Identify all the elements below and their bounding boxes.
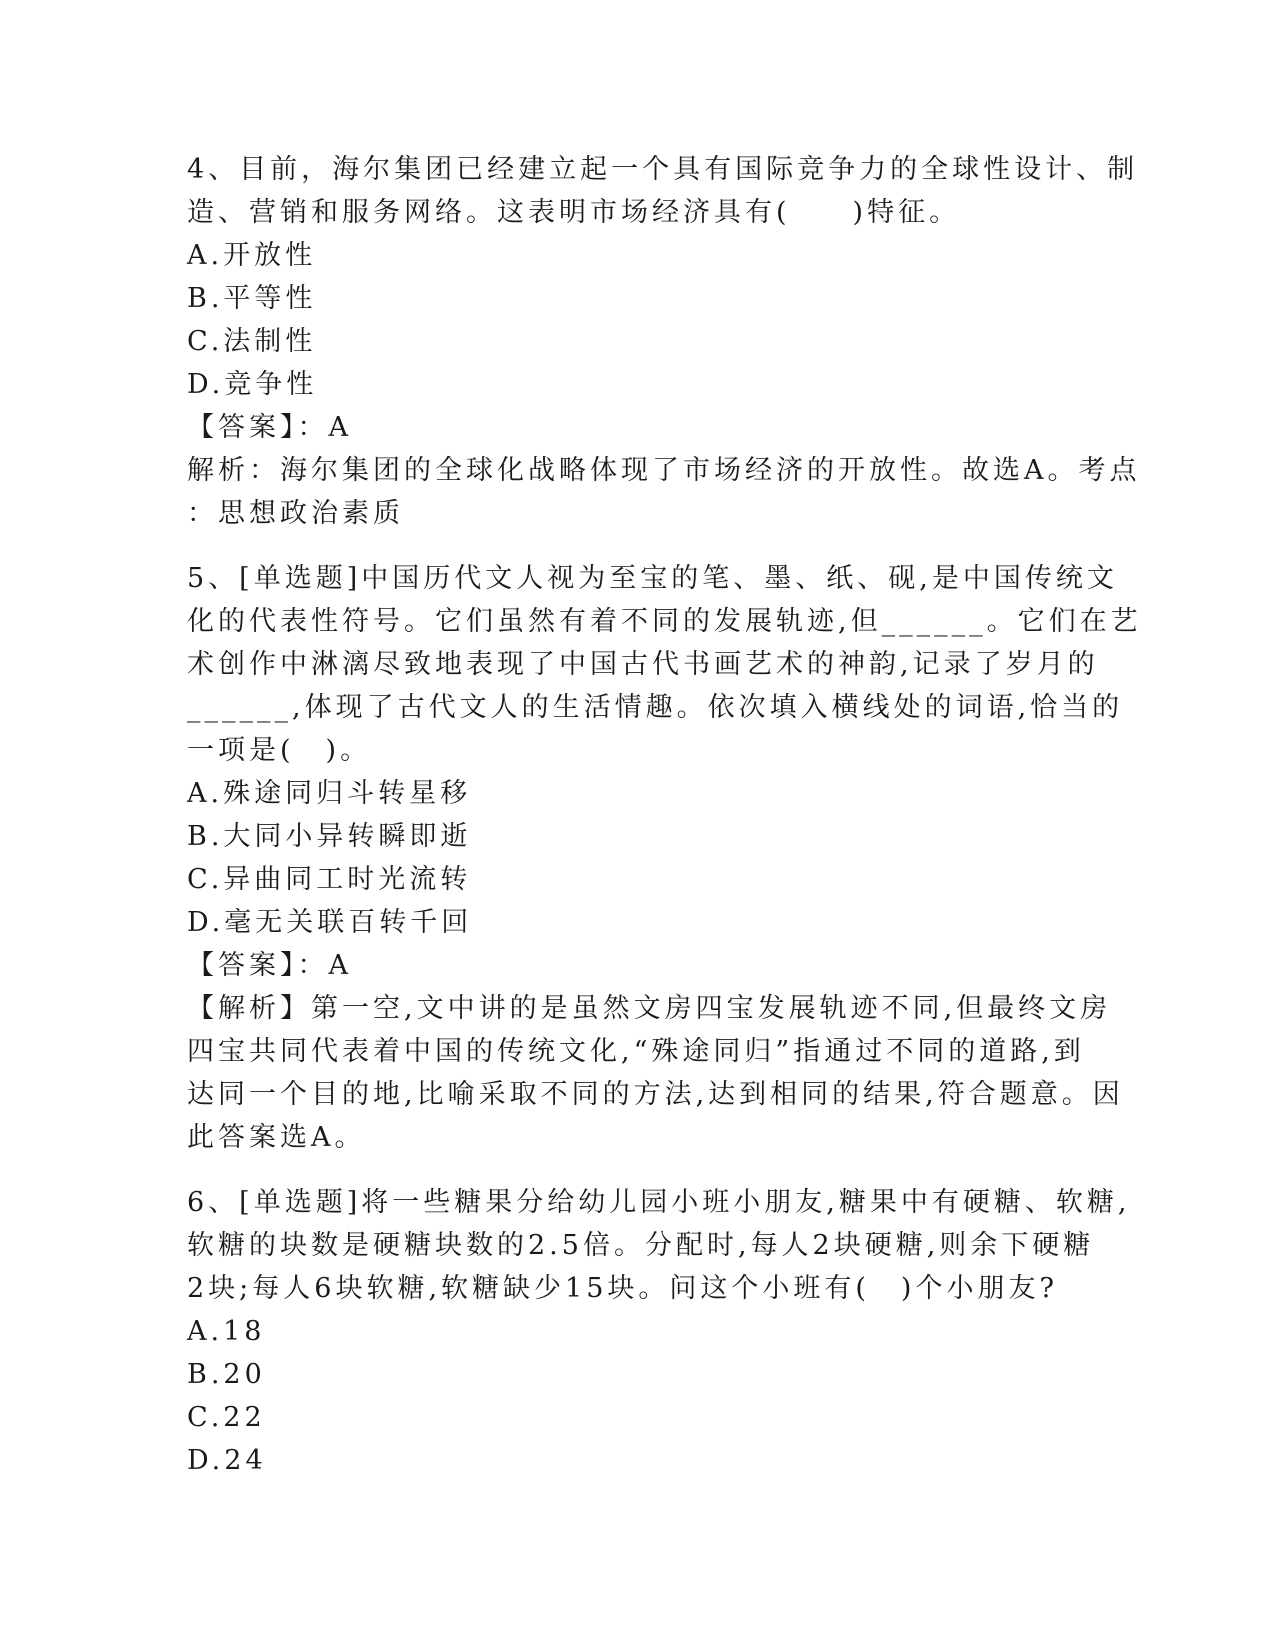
analysis-line: 此答案选A。 <box>187 1122 366 1153</box>
option-c: C.22 <box>187 1402 266 1433</box>
option-b: B.平等性 <box>187 283 317 314</box>
option-d: D.毫无关联百转千回 <box>187 907 473 938</box>
option-b: B.20 <box>187 1359 266 1390</box>
option-b: B.大同小异转瞬即逝 <box>187 821 472 852</box>
question-stem-line: ______,体现了古代文人的生活情趣。依次填入横线处的词语,恰当的 <box>187 692 1124 723</box>
question-stem-line: 软糖的块数是硬糖块数的2.5倍。分配时,每人2块硬糖,则余下硬糖 <box>187 1230 1095 1261</box>
question-stem-line: 4、目前，海尔集团已经建立起一个具有国际竞争力的全球性设计、制 <box>187 154 1139 185</box>
question-stem-line: 2块;每人6块软糖,软糖缺少15块。问这个小班有( )个小朋友? <box>187 1273 1058 1304</box>
answer-line: 【答案】：A <box>187 950 352 981</box>
document-page <box>187 148 1142 1482</box>
answer-line: 【答案】：A <box>187 412 352 443</box>
question-stem-line: 一项是( )。 <box>187 735 372 766</box>
question-5 <box>187 557 1142 1159</box>
question-stem-line: 6、[单选题]将一些糖果分给幼儿园小班小朋友,糖果中有硬糖、软糖, <box>187 1187 1131 1218</box>
question-stem-line: 5、[单选题]中国历代文人视为至宝的笔、墨、纸、砚,是中国传统文 <box>187 563 1118 594</box>
analysis-line: 【解析】第一空,文中讲的是虽然文房四宝发展轨迹不同,但最终文房 <box>187 993 1112 1024</box>
question-6 <box>187 1181 1131 1482</box>
question-stem-line: 术创作中淋漓尽致地表现了中国古代书画艺术的神韵,记录了岁月的 <box>187 649 1099 680</box>
question-stem-line: 化的代表性符号。它们虽然有着不同的发展轨迹,但______。它们在艺 <box>187 606 1142 637</box>
analysis-line: 达同一个目的地,比喻采取不同的方法,达到相同的结果,符合题意。因 <box>187 1079 1124 1110</box>
question-spacer <box>187 535 1087 557</box>
analysis-line: ：思想政治素质 <box>187 498 404 529</box>
question-spacer <box>187 1159 1087 1181</box>
option-a: A.开放性 <box>187 240 317 271</box>
question-stem-line: 造、营销和服务网络。这表明市场经济具有( )特征。 <box>187 197 961 228</box>
option-a: A.18 <box>187 1316 266 1347</box>
option-c: C.异曲同工时光流转 <box>187 864 472 895</box>
option-a: A.殊途同归斗转星移 <box>187 778 472 809</box>
question-4 <box>187 148 1141 535</box>
option-c: C.法制性 <box>187 326 317 357</box>
option-d: D.24 <box>187 1445 267 1476</box>
analysis-line: 解析：海尔集团的全球化战略体现了市场经济的开放性。故选A。考点 <box>187 455 1141 486</box>
option-d: D.竞争性 <box>187 369 318 400</box>
analysis-line: 四宝共同代表着中国的传统文化,“殊途同归”指通过不同的道路,到 <box>187 1036 1085 1067</box>
